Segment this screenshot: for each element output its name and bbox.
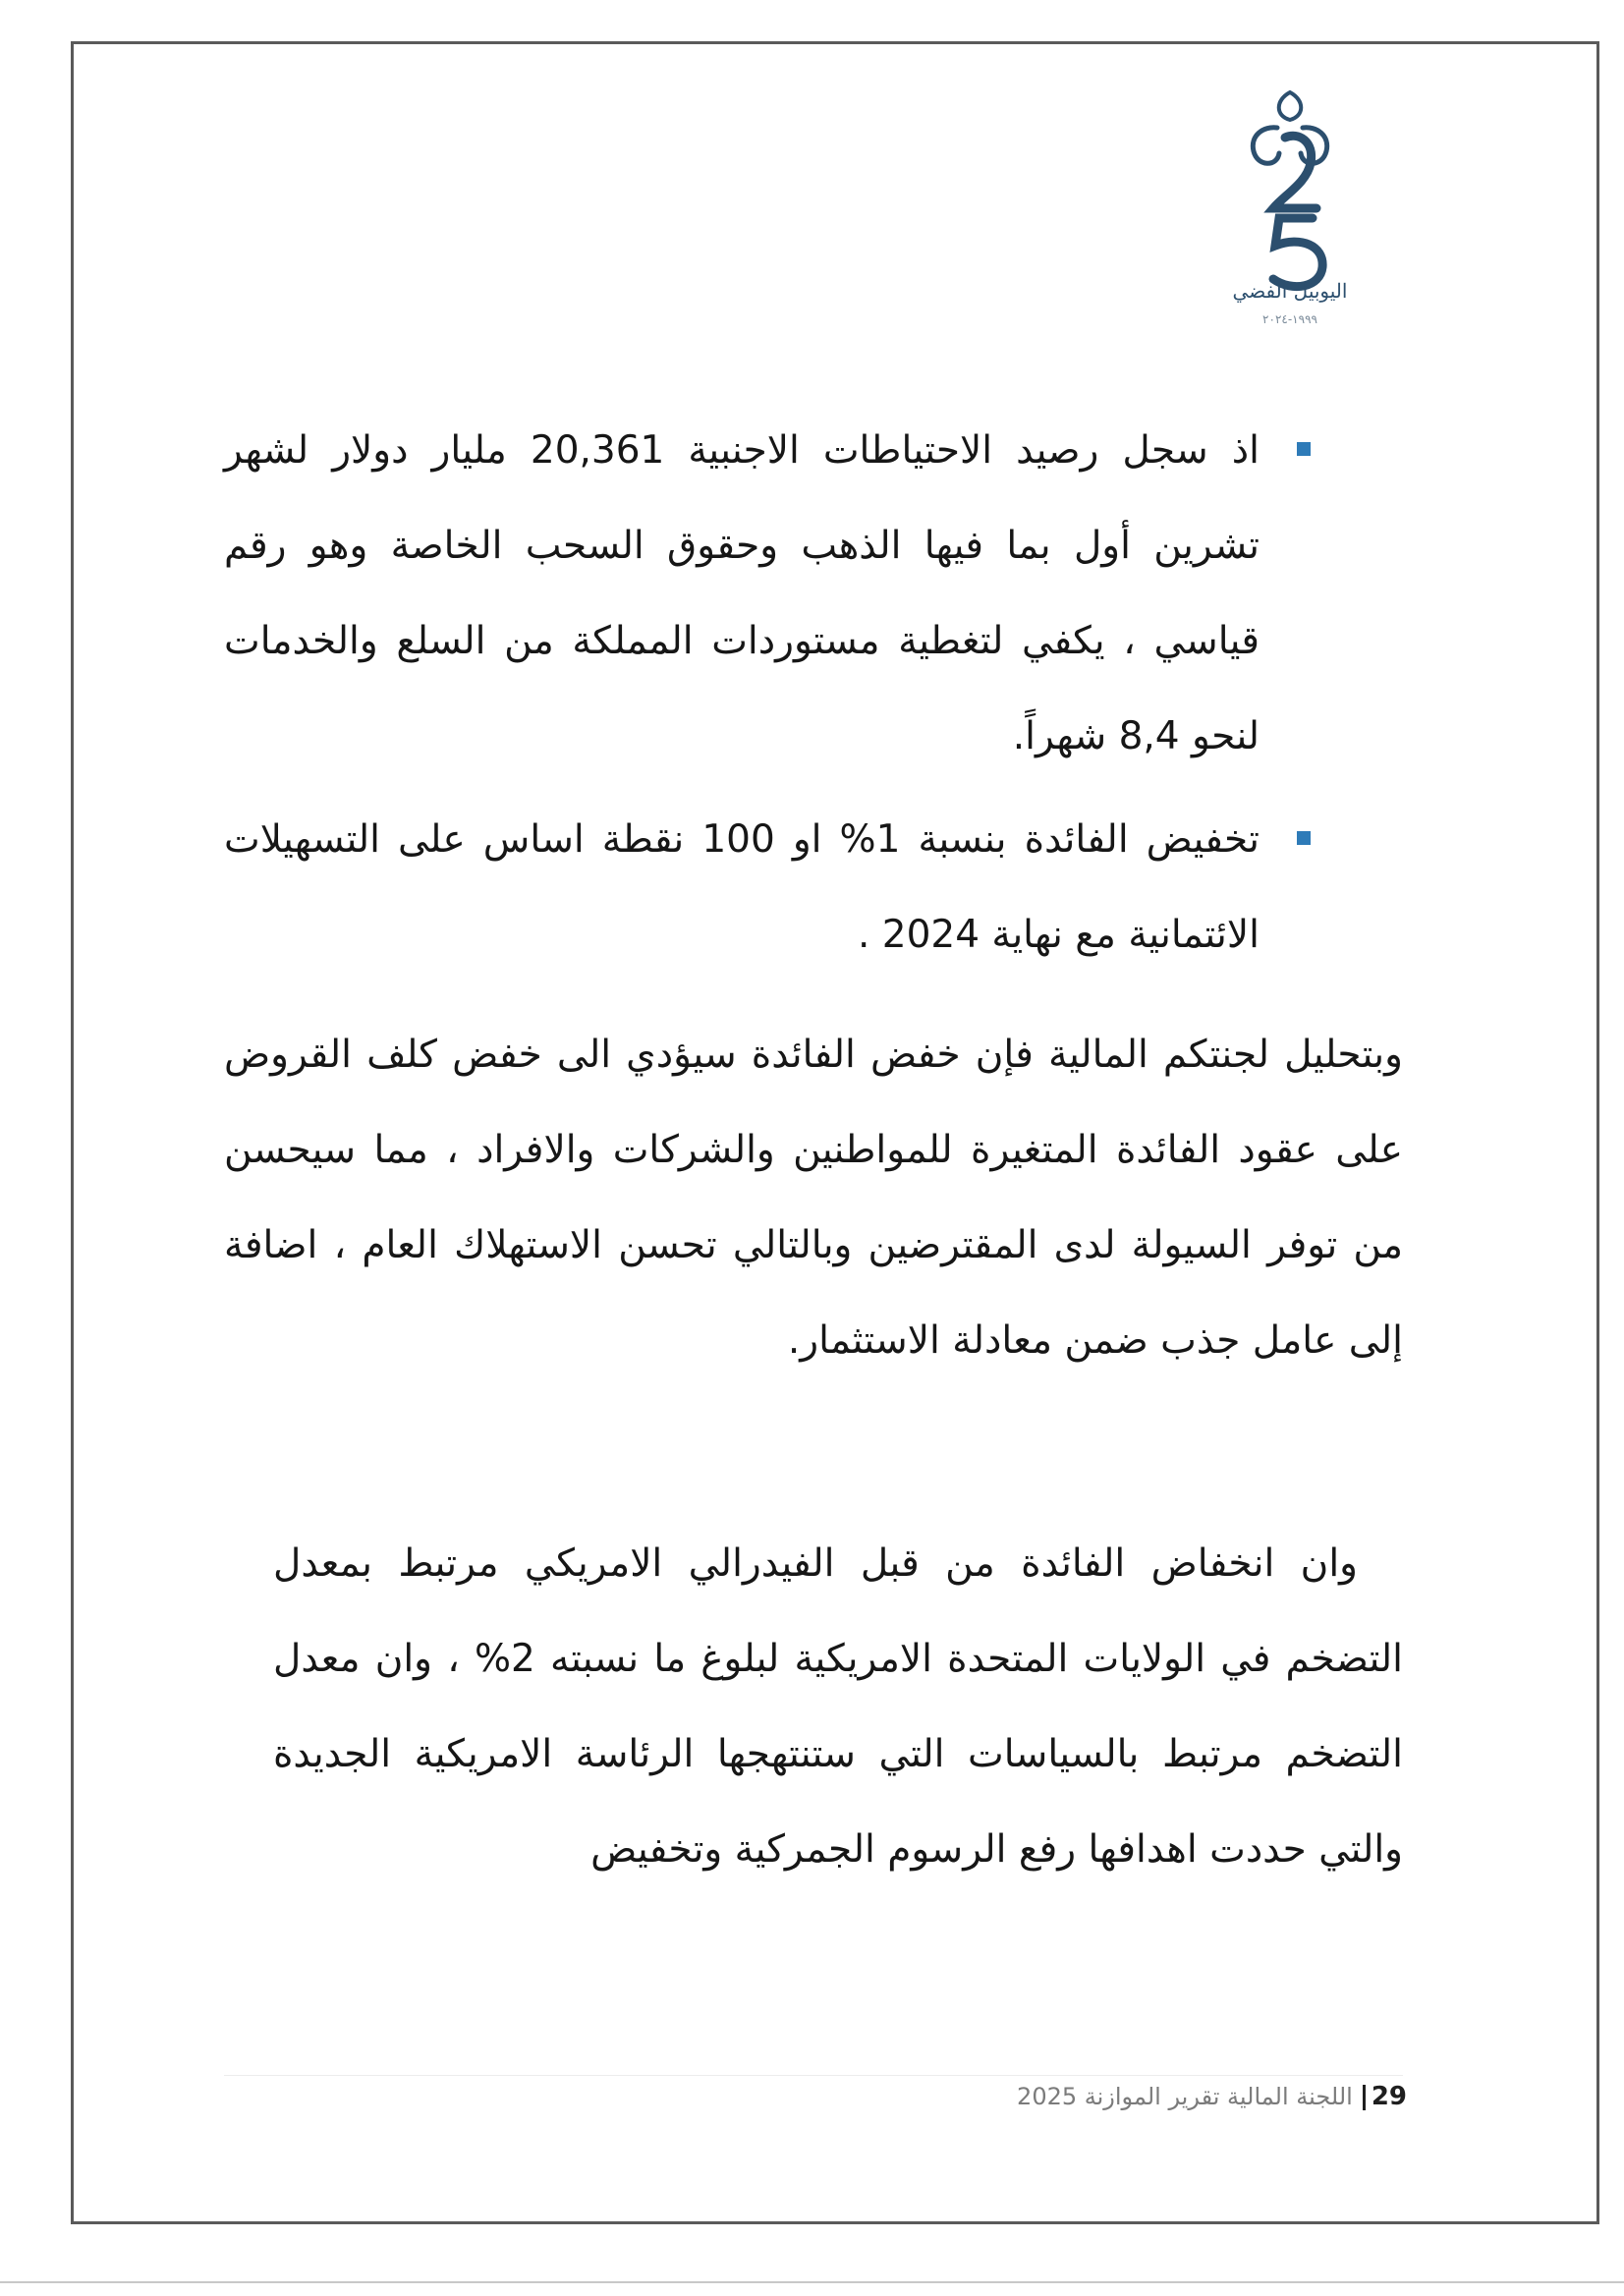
bullet-text: تخفيض الفائدة بنسبة 1% او 100 نقطة اساس على التسهيلات الائتمانية مع نهاية 2024 . — [224, 817, 1260, 957]
footer-separator — [1363, 2085, 1366, 2110]
square-bullet-icon — [1297, 831, 1311, 845]
bullet-list — [224, 403, 1324, 990]
page-number: 29 — [1371, 2082, 1407, 2111]
list-item-interest-cut — [224, 792, 1324, 982]
footer-title: اللجنة المالية تقرير الموازنة 2025 — [1017, 2083, 1353, 2110]
scan-edge-line — [0, 2281, 1624, 2283]
list-item-reserves — [224, 403, 1324, 784]
square-bullet-icon — [1297, 442, 1311, 456]
bullet-text: اذ سجل رصيد الاحتياطات الاجنبية 20,361 مليار دولار لشهر تشرين أول بما فيها الذهب وحقوق السحب الخاصة وهو رقم قياسي ، يكفي لتغطية مستوردات المملكة من السلع والخدمات لنحو 8,4 شهراً. — [224, 428, 1260, 758]
jubilee-logo — [1216, 86, 1364, 342]
page-footer — [688, 2075, 1407, 2118]
jubilee-emblem-icon — [1216, 86, 1364, 293]
paragraph-inflation: وان انخفاض الفائدة من قبل الفيدرالي الامريكي مرتبط بمعدل التضخم في الولايات المتحدة الامريكية لبلوغ ما نسبته 2% ، وان معدل التضخم مرتبط بالسياسات التي ستنتهجها الرئاسة الامريكية الجديدة والتي حددت اهدافها رفع الرسوم الجمركية وتخفيض — [273, 1541, 1403, 1872]
logo-caption: اليوبيل الفضي — [1232, 279, 1348, 303]
logo-years: ١٩٩٩-٢٠٢٤ — [1262, 312, 1317, 326]
paragraph-analysis: وبتحليل لجنتكم المالية فإن خفض الفائدة سيؤدي الى خفض كلف القروض على عقود الفائدة المتغيرة للمواطنين والشركات والافراد ، مما سيحسن من توفر السيولة لدى المقترضين وبالتالي تحسن الاستهلاك العام ، اضافة إلى عامل جذب ضمن معادلة الاستثمار. — [224, 1033, 1403, 1363]
